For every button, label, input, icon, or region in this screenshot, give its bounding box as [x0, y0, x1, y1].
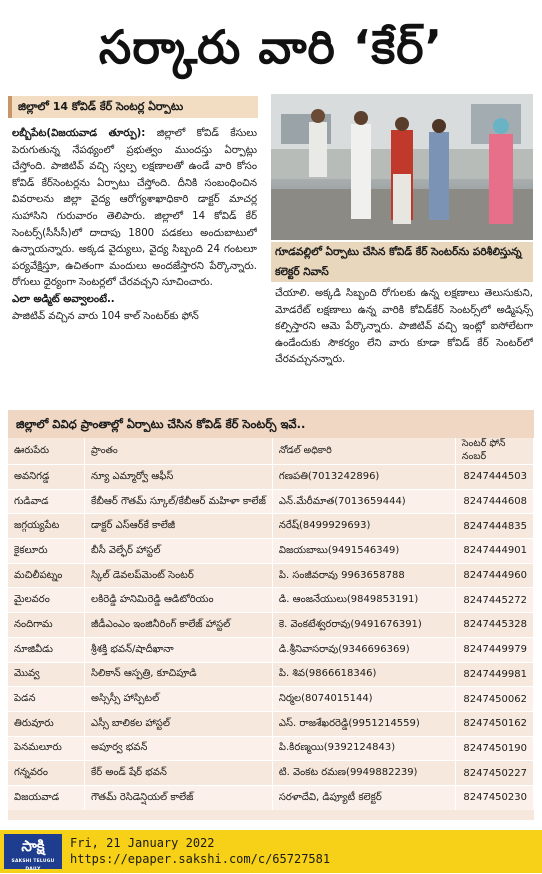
cell-officer: నిర్మల(8074015144)	[272, 687, 455, 712]
covid-centers-table	[8, 410, 534, 820]
logo-subtext: SAKSHI TELUGU DAILY	[11, 859, 55, 872]
article-paragraph-1: జిల్లాలో కోవిడ్ కేసులు పెరుగుతున్న నేపథ్యంలో ప్రభుత్వం ముందస్తు ఏర్పాట్లు చేస్తోంది. పాజిటివ్ వచ్చి స్వల్ప లక్షణాలతో ఉండే వారి కోసం కోవిడ్ కేర్‌సెంటర్లను ఏర్పాటు చేస్తోంది. దీనికి సంబంధించిన వివరాలను జిల్లా వైద్య ఆరోగ్యశాఖాధికారి డాక్టర్ మాచర్ల సుహాసిని గురువారం తెలిపారు. జిల్లాలో 14 కోవిడ్ కేర్ సెంటర్స్(సీసీసీ)లో దాదాపు 1800 పడకలు అందుబాటులో ఉన్నాయన్నారు. అక్కడ వైద్యులు, వైద్య సిబ్బంది 24 గంటలూ పర్యవేక్షిస్తూ, ఉచితంగా మందులు అందజేస్తారని పేర్కొన్నారు. రోగులు ధైర్యంగా సెంటర్లలో చేరవచ్చని సూచించారు.	[12, 128, 257, 289]
article-column-right	[275, 286, 533, 396]
footer-date: Fri, 21 January 2022	[70, 836, 215, 850]
cell-officer: డి. ఆంజనేయులు(9849853191)	[272, 588, 455, 613]
cell-village: గన్నవరం	[8, 761, 85, 786]
cell-officer: ఎన్.మేరీమాత(7013659444)	[272, 489, 455, 514]
cell-officer: విజయబాబు(9491546349)	[272, 539, 455, 564]
table-row	[8, 613, 534, 638]
cell-location: అపూర్వ భవన్	[85, 736, 273, 761]
table-row	[8, 514, 534, 539]
header-nodal-officer: నోడల్ అధికారి	[272, 438, 455, 465]
cell-phone: 8247449979	[455, 637, 533, 662]
header-village: ఊరుపేరు	[8, 438, 85, 465]
cell-officer: టి. వెంకట రమణ(9949882239)	[272, 761, 455, 786]
cell-location: లకిరెడ్డి హనిమిరెడ్డి ఆడిటోరియం	[85, 588, 273, 613]
cell-officer: ఎస్. రాజశేఖరరెడ్డి(9951214559)	[272, 711, 455, 736]
article-paragraph-2: పాజిటివ్ వచ్చిన వారు 104 కాల్ సెంటర్‌కు ఫోన్	[12, 310, 199, 322]
table-header-row	[8, 438, 534, 465]
headline: సర్కారు వారి ‘కేర్’	[98, 20, 444, 74]
cell-village: నూజివీడు	[8, 637, 85, 662]
cell-location: శ్రీశక్తి భవన్/షాదీఖానా	[85, 637, 273, 662]
cell-location: సిలికాన్ ఆస్పత్రి, కూచిపూడి	[85, 662, 273, 687]
cell-phone: 8247444835	[455, 514, 533, 539]
photo-illustration	[271, 94, 533, 240]
cell-officer: పి. సంజీవరావు 9963658788	[272, 563, 455, 588]
cell-location: డాక్టర్ ఎస్ఆర్‌కే కాలేజీ	[85, 514, 273, 539]
cell-officer: గణపతి(7013242896)	[272, 465, 455, 490]
table-row	[8, 711, 534, 736]
table-title: జిల్లాలో వివిధ ప్రాంతాల్లో ఏర్పాటు చేసిన కోవిడ్ కేర్ సెంటర్స్ ఇవే..	[8, 410, 534, 438]
cell-village: మైలవరం	[8, 588, 85, 613]
table-row	[8, 539, 534, 564]
footer-info	[70, 835, 330, 867]
cell-phone: 8247444960	[455, 563, 533, 588]
cell-officer: డి.శ్రీనివాసరావు(9346696369)	[272, 637, 455, 662]
table-row	[8, 785, 534, 809]
cell-phone: 8247450162	[455, 711, 533, 736]
cell-village: మచిలీపట్నం	[8, 563, 85, 588]
header-location: ప్రాంతం	[85, 438, 273, 465]
cell-village: మొవ్వ	[8, 662, 85, 687]
cell-location: అస్సిస్సీ హాస్పిటల్	[85, 687, 273, 712]
cell-village: తిరువూరు	[8, 711, 85, 736]
cell-phone: 8247450190	[455, 736, 533, 761]
cell-officer: పి.కిరణ్మయి(9392124843)	[272, 736, 455, 761]
cell-location: కేబీఆర్ గౌతమ్ స్కూల్/కేబీఆర్ మహిళా కాలేజ్	[85, 489, 273, 514]
cell-location: న్యూ ఎమ్మార్వో ఆఫీస్	[85, 465, 273, 490]
cell-phone: 8247450062	[455, 687, 533, 712]
article-column-left	[12, 126, 257, 396]
table-row	[8, 489, 534, 514]
footer-bar	[0, 830, 542, 873]
cell-officer: సరళాదేవి, డిప్యూటీ కలెక్టర్	[272, 785, 455, 809]
cell-village: పెడన	[8, 687, 85, 712]
table-row	[8, 465, 534, 490]
cell-location: కేర్ అండ్ షేర్ భవన్	[85, 761, 273, 786]
table-row	[8, 736, 534, 761]
cell-phone: 8247444503	[455, 465, 533, 490]
photo-caption: గూడవల్లిలో ఏర్పాటు చేసిన కోవిడ్ కేర్ సెంటర్‌ను పరిశీలిస్తున్న కలెక్టర్ నివాస్	[271, 242, 533, 282]
cell-phone: 8247450230	[455, 785, 533, 809]
article-paragraph-3: చేయాలి. అక్కడి సిబ్బంది రోగులకు ఉన్న లక్షణాలు తెలుసుకుని, మోడరేట్ లక్షణాలు ఉన్న వారికి కోవిడ్‌కేర్ సెంటర్స్‌లో అడ్మిషన్స్ కల్పిస్తారని ఆమె పేర్కొన్నారు. పాజిటివ్ వచ్చి ఇంట్లో ఐసోలేటగా ఉండేందుకు సౌకర్యం లేని వారు కూడా కోవిడ్ కేర్ సెంటర్‌లో చేరవచ్చునన్నారు.	[275, 288, 533, 366]
article-subhead: జిల్లాలో 14 కోవిడ్ కేర్ సెంటర్ల ఏర్పాటు	[8, 96, 258, 118]
cell-officer: కె. వెంకటేశ్వరరావు(9491676391)	[272, 613, 455, 638]
footer-url[interactable]: https://epaper.sakshi.com/c/65727581	[70, 852, 331, 866]
cell-phone: 8247450227	[455, 761, 533, 786]
cell-phone: 8247445272	[455, 588, 533, 613]
article-dateline: లబ్బీపేట(విజయవాడ తూర్పు):	[12, 128, 146, 139]
cell-village: అవనిగడ్డ	[8, 465, 85, 490]
table-row	[8, 588, 534, 613]
cell-village: జగ్గయ్యపేట	[8, 514, 85, 539]
cell-officer: నరేష్(8499929693)	[272, 514, 455, 539]
table-row	[8, 687, 534, 712]
table-row	[8, 761, 534, 786]
cell-village: నందిగామ	[8, 613, 85, 638]
cell-phone: 8247445328	[455, 613, 533, 638]
sakshi-logo	[4, 834, 62, 872]
logo-text: సాక్షి	[21, 837, 45, 855]
cell-phone: 8247444901	[455, 539, 533, 564]
cell-village: గుడివాడ	[8, 489, 85, 514]
news-photo	[271, 94, 533, 240]
table-row	[8, 563, 534, 588]
cell-location: స్కిల్ డెవలప్‌మెంట్ సెంటర్	[85, 563, 273, 588]
cell-location: ఎస్సీ బాలికల హాస్టల్	[85, 711, 273, 736]
table-row	[8, 662, 534, 687]
cell-village: కైకలూరు	[8, 539, 85, 564]
cell-officer: పి. శివ(9866618346)	[272, 662, 455, 687]
cell-location: గౌతమ్ రెసిడెన్షియల్ కాలేజ్	[85, 785, 273, 809]
cell-phone: 8247444608	[455, 489, 533, 514]
article-subhead-admit: ఎలా అడ్మిట్ అవ్వాలంటే..	[12, 293, 115, 305]
cell-village: విజయవాడ	[8, 785, 85, 809]
cell-village: పెనమలూరు	[8, 736, 85, 761]
cell-location: జీడీఎంఎం ఇంజినీరింగ్ కాలేజ్ హాస్టల్	[85, 613, 273, 638]
cell-phone: 8247449981	[455, 662, 533, 687]
table-row	[8, 637, 534, 662]
centers-table	[8, 438, 534, 810]
cell-location: బీసీ వెల్ఫేర్ హాస్టల్	[85, 539, 273, 564]
header-phone: సెంటర్ ఫోన్ నంబర్	[455, 438, 533, 465]
